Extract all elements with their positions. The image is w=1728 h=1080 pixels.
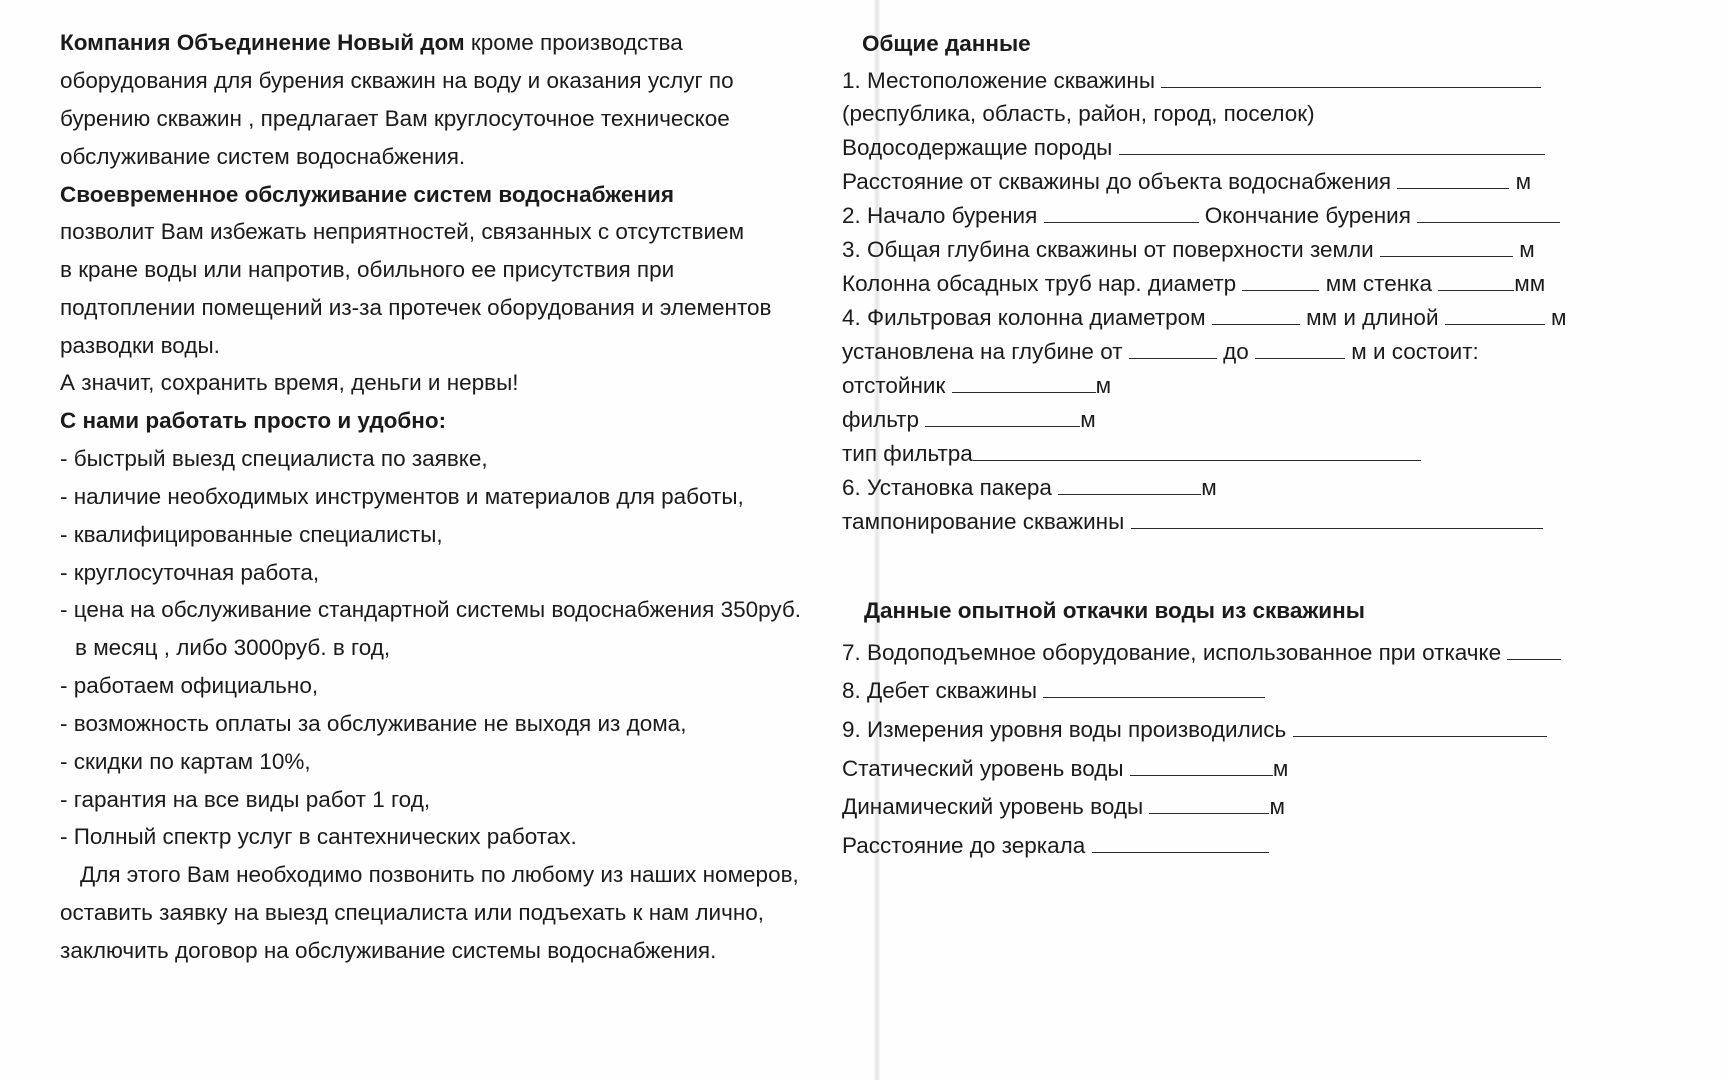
measurements-label: 9. Измерения уровня воды производились: [842, 717, 1287, 742]
casing-wall-blank[interactable]: [1438, 270, 1514, 291]
location-field: [842, 67, 1541, 95]
unit-label: м: [1515, 169, 1532, 194]
sump-label: отстойник: [842, 373, 946, 398]
location-blank[interactable]: [1161, 67, 1541, 88]
unit-label: м: [1080, 407, 1096, 432]
benefit-item: - наличие необходимых инструментов и материалов для работы,: [60, 484, 744, 509]
install-depth-from-label: установлена на глубине от: [842, 339, 1123, 364]
service-line-1: позволит Вам избежать неприятностей, связанных с отсутствием: [60, 219, 745, 244]
filter-type-blank[interactable]: [973, 440, 1421, 461]
dynamic-level-field: [842, 793, 1285, 821]
unit-label: м: [1272, 756, 1289, 781]
right-page: [842, 0, 1728, 1080]
debit-field: [842, 677, 1265, 705]
static-level-blank[interactable]: [1130, 755, 1273, 776]
dynamic-level-label: Динамический уровень воды: [842, 794, 1144, 819]
benefit-item: - квалифицированные специалисты,: [60, 522, 443, 547]
static-level-field: [842, 755, 1288, 783]
drilling-dates-field: [842, 202, 1560, 230]
filter-column-field: [842, 304, 1567, 332]
intro-line-1-rest: кроме производства: [470, 30, 683, 55]
distance-field: [842, 168, 1531, 196]
unit-label: м: [1201, 475, 1217, 500]
install-depth-consists-label: м и состоит:: [1351, 339, 1479, 364]
measurements-blank[interactable]: [1293, 716, 1547, 737]
benefit-item: - скидки по картам 10%,: [60, 749, 311, 774]
saves-line: А значит, сохранить время, деньги и нервы!: [60, 370, 519, 395]
benefit-item: - быстрый выезд специалиста по заявке,: [60, 446, 488, 471]
aquifer-blank[interactable]: [1119, 134, 1545, 155]
static-level-label: Статический уровень воды: [842, 756, 1124, 781]
distance-blank[interactable]: [1397, 168, 1509, 189]
aquifer-field: [842, 134, 1545, 162]
drilling-end-blank[interactable]: [1417, 202, 1560, 223]
filter-type-label: тип фильтра: [842, 441, 973, 466]
packer-label: 6. Установка пакера: [842, 475, 1052, 500]
location-note: (республика, область, район, город, поселок): [842, 101, 1315, 126]
company-name: Компания Объединение Новый дом: [60, 30, 465, 55]
unit-label: м: [1095, 373, 1112, 398]
sump-blank[interactable]: [952, 372, 1096, 393]
intro-line-3: бурению скважин , предлагает Вам круглосуточное техническое: [60, 106, 730, 131]
depth-field: [842, 236, 1535, 264]
pump-equipment-field: [842, 639, 1561, 667]
sump-field: [842, 372, 1111, 400]
depth-blank[interactable]: [1380, 236, 1513, 257]
unit-label: м: [1519, 237, 1535, 262]
filter-blank[interactable]: [925, 406, 1080, 427]
aquifer-label: Водосодержащие породы: [842, 135, 1113, 160]
drilling-start-label: 2. Начало бурения: [842, 203, 1038, 228]
plugging-blank[interactable]: [1131, 508, 1543, 529]
service-line-3: подтоплении помещений из-за протечек оборудования и элементов: [60, 295, 772, 320]
casing-label: Колонна обсадных труб нар. диаметр: [842, 271, 1237, 296]
service-heading: Своевременное обслуживание систем водоснабжения: [60, 182, 674, 207]
pumping-data-title: Данные опытной откачки воды из скважины: [864, 598, 1365, 623]
filter-column-length-label: мм и длиной: [1306, 305, 1439, 330]
plugging-field: [842, 508, 1543, 536]
closing-line-2: оставить заявку на выезд специалиста или подъехать к нам лично,: [60, 900, 765, 925]
unit-label: мм: [1514, 271, 1546, 296]
benefit-item: - работаем официально,: [60, 673, 319, 698]
filter-type-field: [842, 440, 1421, 468]
dynamic-level-blank[interactable]: [1149, 793, 1269, 814]
benefit-item-price: - цена на обслуживание стандартной системы водоснабжения 350руб.: [60, 597, 802, 622]
distance-label: Расстояние от скважины до объекта водоснабжения: [842, 169, 1392, 194]
debit-label: 8. Дебет скважины: [842, 678, 1037, 703]
install-depth-from-blank[interactable]: [1129, 338, 1217, 359]
easy-heading: С нами работать просто и удобно:: [60, 408, 447, 433]
location-label: 1. Местоположение скважины: [842, 68, 1156, 93]
benefit-item-price-cont: в месяц , либо 3000руб. в год,: [75, 635, 391, 660]
pump-equipment-blank[interactable]: [1507, 639, 1561, 660]
pump-equipment-label: 7. Водоподъемное оборудование, использованное при откачке: [842, 640, 1502, 665]
mirror-distance-label: Расстояние до зеркала: [842, 833, 1086, 858]
mirror-distance-field: [842, 832, 1269, 860]
install-depth-to-label: до: [1223, 339, 1249, 364]
measurements-field: [842, 716, 1547, 744]
closing-line-1: Для этого Вам необходимо позвонить по любому из наших номеров,: [80, 862, 799, 887]
packer-field: [842, 474, 1217, 502]
debit-blank[interactable]: [1043, 677, 1265, 698]
closing-line-3: заключить договор на обслуживание системы водоснабжения.: [60, 938, 717, 963]
benefit-item: - возможность оплаты за обслуживание не выходя из дома,: [60, 711, 687, 736]
service-line-2: в кране воды или напротив, обильного ее присутствия при: [60, 257, 675, 282]
general-data-title: Общие данные: [862, 31, 1031, 56]
drilling-start-blank[interactable]: [1044, 202, 1199, 223]
intro-line-1: [60, 29, 683, 57]
intro-line-4: обслуживание систем водоснабжения.: [60, 144, 466, 169]
benefit-item: - круглосуточная работа,: [60, 560, 320, 585]
casing-field: [842, 270, 1545, 298]
service-line-4: разводки воды.: [60, 333, 220, 358]
install-depth-field: [842, 338, 1479, 366]
casing-diameter-blank[interactable]: [1242, 270, 1319, 291]
benefit-item: - Полный спектр услуг в сантехнических работах.: [60, 824, 577, 849]
mirror-distance-blank[interactable]: [1092, 832, 1269, 853]
benefit-item: - гарантия на все виды работ 1 год,: [60, 787, 431, 812]
filter-label: фильтр: [842, 407, 919, 432]
unit-label: м: [1269, 794, 1285, 819]
filter-field: [842, 406, 1096, 434]
packer-blank[interactable]: [1058, 474, 1201, 495]
filter-column-diameter-blank[interactable]: [1212, 304, 1300, 325]
unit-label: м: [1551, 305, 1567, 330]
depth-label: 3. Общая глубина скважины от поверхности земли: [842, 237, 1374, 262]
drilling-end-label: Окончание бурения: [1204, 203, 1411, 228]
intro-line-2: оборудования для бурения скважин на воду и оказания услуг по: [60, 68, 734, 93]
casing-wall-label: мм стенка: [1325, 271, 1433, 296]
plugging-label: тампонирование скважины: [842, 509, 1125, 534]
filter-column-length-blank[interactable]: [1445, 304, 1545, 325]
filter-column-label: 4. Фильтровая колонна диаметром: [842, 305, 1206, 330]
install-depth-to-blank[interactable]: [1255, 338, 1345, 359]
